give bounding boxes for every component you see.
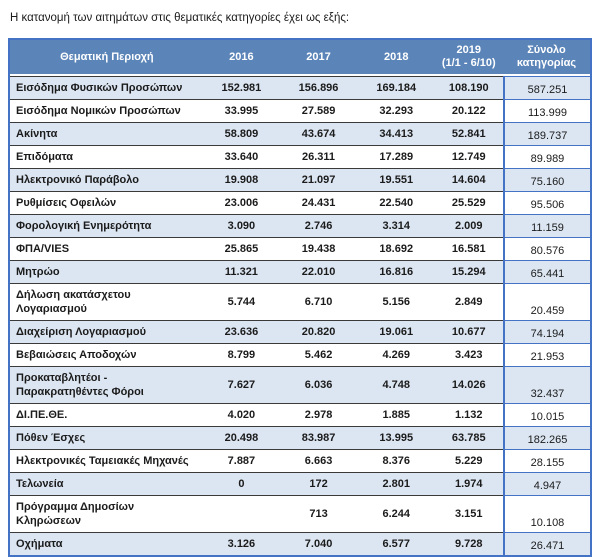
value-cell [204, 495, 279, 532]
table-row [10, 283, 590, 320]
value-cell: 2.978 [279, 403, 358, 426]
column-header-category-total [503, 40, 590, 76]
table-row [10, 122, 590, 145]
total-cell: 10.108 [503, 495, 590, 532]
value-cell: 5.229 [435, 449, 503, 472]
category-cell: Προκαταβλητέοι - Παρακρατηθέντες Φόροι [10, 366, 204, 403]
value-cell: 19.438 [279, 237, 358, 260]
category-cell: Ηλεκτρονικές Ταμειακές Μηχανές [10, 449, 204, 472]
value-cell: 0 [204, 472, 279, 495]
column-header-label: 2016 [229, 50, 254, 63]
value-cell: 33.640 [204, 145, 279, 168]
value-cell: 83.987 [279, 426, 358, 449]
column-header-2018 [358, 40, 435, 76]
table-row [10, 99, 590, 122]
total-cell: 32.437 [503, 366, 590, 403]
total-cell: 587.251 [503, 76, 590, 99]
category-cell: Εισόδημα Φυσικών Προσώπων [10, 76, 204, 99]
value-cell: 3.126 [204, 532, 279, 555]
value-cell: 19.908 [204, 168, 279, 191]
table-row [10, 366, 590, 403]
value-cell: 3.090 [204, 214, 279, 237]
table-row [10, 472, 590, 495]
value-cell: 26.311 [279, 145, 358, 168]
column-header-label: 2017 [306, 50, 331, 63]
column-header-sublabel: (1/1 - 6/10) [441, 57, 496, 69]
category-cell: Επιδόματα [10, 145, 204, 168]
value-cell: 7.887 [204, 449, 279, 472]
total-cell: 89.989 [503, 145, 590, 168]
value-cell: 13.995 [358, 426, 435, 449]
value-cell: 20.820 [279, 320, 358, 343]
value-cell: 1.132 [435, 403, 503, 426]
column-header-label: Σύνολο [527, 44, 566, 56]
value-cell: 21.097 [279, 168, 358, 191]
value-cell: 2.746 [279, 214, 358, 237]
value-cell: 6.663 [279, 449, 358, 472]
category-cell: Ρυθμίσεις Οφειλών [10, 191, 204, 214]
category-cell: Φορολογική Ενημερότητα [10, 214, 204, 237]
value-cell: 8.376 [358, 449, 435, 472]
value-cell: 25.529 [435, 191, 503, 214]
requests-by-category-table [8, 38, 592, 557]
total-cell: 21.953 [503, 343, 590, 366]
category-cell: Πόθεν Έσχες [10, 426, 204, 449]
value-cell: 713 [279, 495, 358, 532]
column-header-2017 [279, 40, 358, 76]
table-row [10, 449, 590, 472]
value-cell: 63.785 [435, 426, 503, 449]
total-cell: 189.737 [503, 122, 590, 145]
value-cell: 16.816 [358, 260, 435, 283]
value-cell: 10.677 [435, 320, 503, 343]
value-cell: 2.849 [435, 283, 503, 320]
value-cell: 4.269 [358, 343, 435, 366]
value-cell: 22.010 [279, 260, 358, 283]
value-cell: 3.423 [435, 343, 503, 366]
value-cell: 2.801 [358, 472, 435, 495]
value-cell: 43.674 [279, 122, 358, 145]
value-cell: 12.749 [435, 145, 503, 168]
total-cell: 95.506 [503, 191, 590, 214]
category-cell: Οχήματα [10, 532, 204, 555]
table-row [10, 403, 590, 426]
category-cell: Πρόγραμμα Δημοσίων Κληρώσεων [10, 495, 204, 532]
value-cell: 33.995 [204, 99, 279, 122]
table-row [10, 495, 590, 532]
value-cell: 4.020 [204, 403, 279, 426]
value-cell: 8.799 [204, 343, 279, 366]
value-cell: 1.885 [358, 403, 435, 426]
value-cell: 19.061 [358, 320, 435, 343]
value-cell: 6.036 [279, 366, 358, 403]
value-cell: 19.551 [358, 168, 435, 191]
total-cell: 26.471 [503, 532, 590, 555]
value-cell: 17.289 [358, 145, 435, 168]
total-cell: 28.155 [503, 449, 590, 472]
value-cell: 5.156 [358, 283, 435, 320]
value-cell: 1.974 [435, 472, 503, 495]
column-header-label: 2018 [384, 50, 409, 63]
value-cell: 25.865 [204, 237, 279, 260]
total-cell: 80.576 [503, 237, 590, 260]
table-row [10, 426, 590, 449]
value-cell: 18.692 [358, 237, 435, 260]
total-cell: 20.459 [503, 283, 590, 320]
value-cell: 156.896 [279, 76, 358, 99]
table-row [10, 76, 590, 99]
column-header-sublabel: κατηγορίας [516, 57, 577, 69]
table-row [10, 145, 590, 168]
total-cell: 182.265 [503, 426, 590, 449]
value-cell: 152.981 [204, 76, 279, 99]
value-cell: 14.604 [435, 168, 503, 191]
table-row [10, 168, 590, 191]
table-row [10, 237, 590, 260]
value-cell: 5.462 [279, 343, 358, 366]
category-cell: Δήλωση ακατάσχετου Λογαριασμού [10, 283, 204, 320]
category-cell: ΔΙ.ΠΕ.ΘΕ. [10, 403, 204, 426]
category-cell: Μητρώο [10, 260, 204, 283]
value-cell: 24.431 [279, 191, 358, 214]
value-cell: 3.314 [358, 214, 435, 237]
total-cell: 113.999 [503, 99, 590, 122]
table-row [10, 532, 590, 555]
table-row [10, 260, 590, 283]
total-cell: 4.947 [503, 472, 590, 495]
value-cell: 58.809 [204, 122, 279, 145]
table-row [10, 214, 590, 237]
column-header-2016 [204, 40, 279, 76]
category-cell: Εισόδημα Νομικών Προσώπων [10, 99, 204, 122]
intro-text: Η κατανομή των αιτημάτων στις θεματικές κατηγορίες έχει ως εξής: [10, 12, 350, 24]
header-row [10, 40, 590, 76]
value-cell: 32.293 [358, 99, 435, 122]
value-cell: 5.744 [204, 283, 279, 320]
table-row [10, 191, 590, 214]
value-cell: 14.026 [435, 366, 503, 403]
value-cell: 108.190 [435, 76, 503, 99]
value-cell: 2.009 [435, 214, 503, 237]
total-cell: 10.015 [503, 403, 590, 426]
value-cell: 52.841 [435, 122, 503, 145]
value-cell: 20.498 [204, 426, 279, 449]
value-cell: 172 [279, 472, 358, 495]
total-cell: 65.441 [503, 260, 590, 283]
value-cell: 22.540 [358, 191, 435, 214]
column-header-2019 [435, 40, 503, 76]
value-cell: 15.294 [435, 260, 503, 283]
value-cell: 20.122 [435, 99, 503, 122]
table-row [10, 343, 590, 366]
column-header-label: 2019 [456, 44, 481, 56]
value-cell: 34.413 [358, 122, 435, 145]
value-cell: 6.244 [358, 495, 435, 532]
value-cell: 3.151 [435, 495, 503, 532]
category-cell: Ακίνητα [10, 122, 204, 145]
table-row [10, 320, 590, 343]
value-cell: 16.581 [435, 237, 503, 260]
value-cell: 4.748 [358, 366, 435, 403]
value-cell: 9.728 [435, 532, 503, 555]
total-cell: 74.194 [503, 320, 590, 343]
category-cell: Ηλεκτρονικό Παράβολο [10, 168, 204, 191]
value-cell: 27.589 [279, 99, 358, 122]
column-header-category [10, 40, 204, 76]
value-cell: 23.636 [204, 320, 279, 343]
value-cell: 11.321 [204, 260, 279, 283]
category-cell: Τελωνεία [10, 472, 204, 495]
value-cell: 7.040 [279, 532, 358, 555]
value-cell: 169.184 [358, 76, 435, 99]
value-cell: 6.710 [279, 283, 358, 320]
value-cell: 7.627 [204, 366, 279, 403]
column-header-label: Θεματική Περιοχή [60, 50, 154, 63]
category-cell: ΦΠΑ/VIES [10, 237, 204, 260]
total-cell: 75.160 [503, 168, 590, 191]
total-cell: 11.159 [503, 214, 590, 237]
category-cell: Διαχείριση Λογαριασμού [10, 320, 204, 343]
category-cell: Βεβαιώσεις Αποδοχών [10, 343, 204, 366]
value-cell: 23.006 [204, 191, 279, 214]
value-cell: 6.577 [358, 532, 435, 555]
